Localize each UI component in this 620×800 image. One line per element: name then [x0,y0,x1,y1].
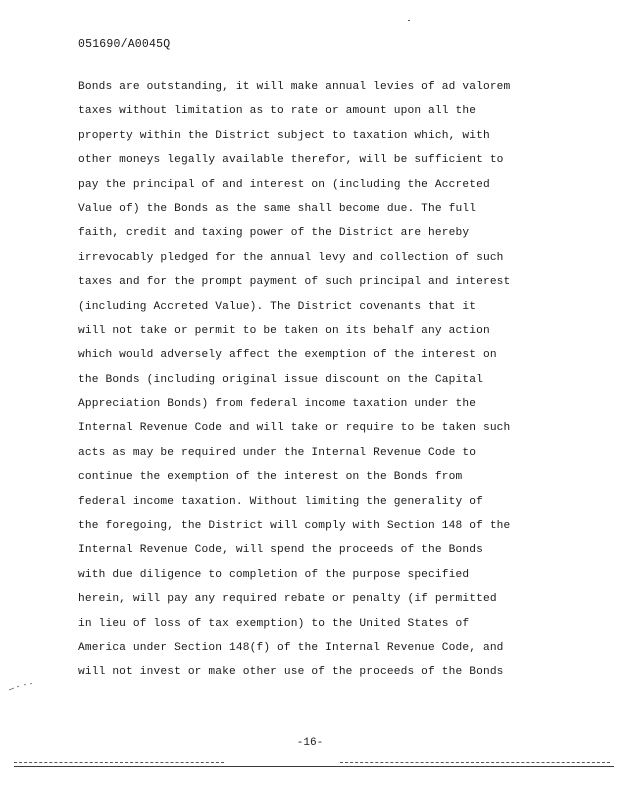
scan-artifact-rule [14,766,614,767]
text-line: which would adversely affect the exemption of the interest on [78,349,497,362]
text-line: taxes and for the prompt payment of such principal and interest [78,276,511,289]
scan-artifact-dash [340,762,610,763]
text-line: other moneys legally available therefor, will be sufficient to [78,154,504,167]
text-line: will not take or permit to be taken on its behalf any action [78,324,490,337]
text-line: faith, credit and taxing power of the District are hereby [78,227,470,240]
scan-speck [408,20,410,21]
text-line: pay the principal of and interest on (including the Accreted [78,178,490,191]
text-line: Value of) the Bonds as the same shall become due. The full [78,202,477,215]
text-line: in lieu of loss of tax exemption) to the United States of [78,617,470,630]
text-line: acts as may be required under the Internal Revenue Code to [78,446,477,459]
page-number: -16- [296,737,324,749]
text-line: Internal Revenue Code and will take or require to be taken such [78,422,511,435]
text-line: herein, will pay any required rebate or penalty (if permitted [78,593,497,606]
text-line: (including Accreted Value). The District covenants that it [78,300,477,313]
text-line: federal income taxation. Without limiting the generality of [78,495,483,508]
text-line: irrevocably pledged for the annual levy and collection of such [78,251,504,264]
text-line: with due diligence to completion of the purpose specified [78,568,470,581]
text-line: the foregoing, the District will comply with Section 148 of the [78,520,511,533]
text-line: Appreciation Bonds) from federal income taxation under the [78,398,477,411]
body-text [78,78,548,688]
text-line: continue the exemption of the interest on the Bonds from [78,471,463,484]
scan-artifact-dash [14,762,224,763]
text-line: property within the District subject to taxation which, with [78,129,490,142]
text-line: Bonds are outstanding, it will make annual levies of ad valorem [78,81,511,93]
text-line: will not invest or make other use of the proceeds of the Bonds [78,666,504,679]
text-line: taxes without limitation as to rate or amount upon all the [78,105,477,118]
text-line: America under Section 148(f) of the Internal Revenue Code, and [78,641,504,654]
scan-artifact-margin [8,682,34,692]
document-id: 051690/A0045Q [78,38,171,51]
text-line: Internal Revenue Code, will spend the proceeds of the Bonds [78,544,483,557]
text-line: the Bonds (including original issue discount on the Capital [78,373,483,386]
